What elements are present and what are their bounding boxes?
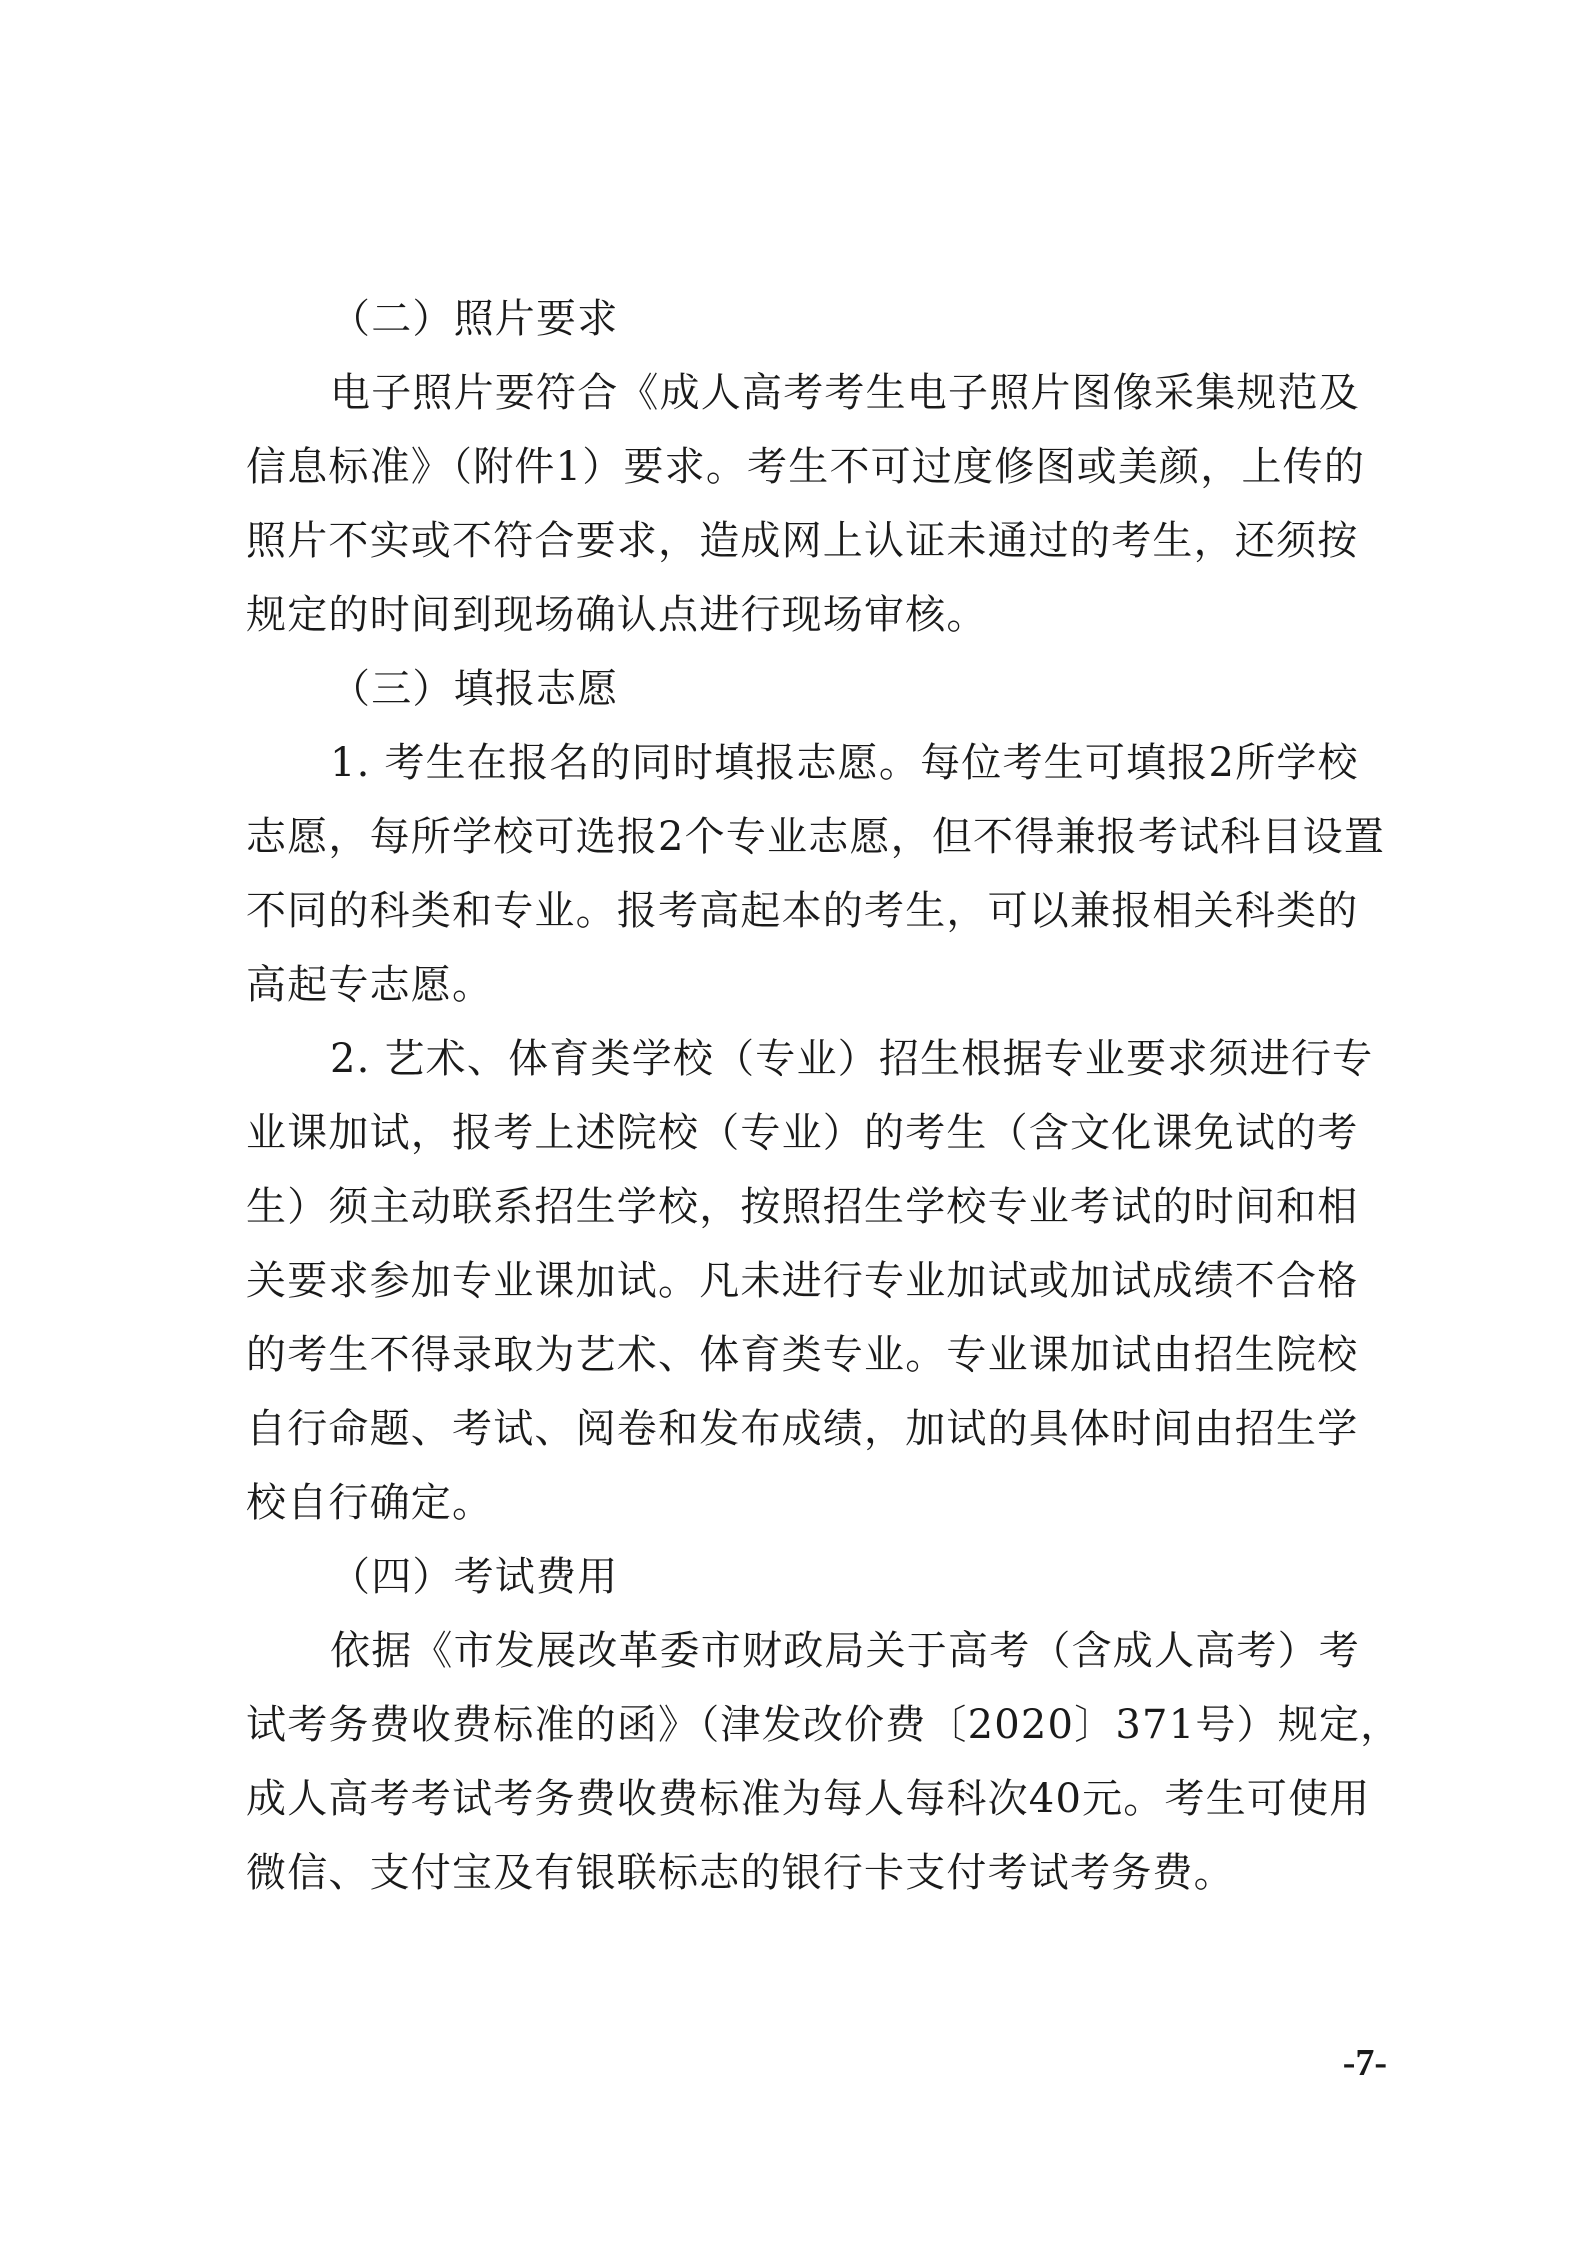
paragraph-line: 微信、支付宝及有银联标志的银行卡支付考试考务费。 xyxy=(246,1850,1235,1896)
paragraph-line: 高起专志愿。 xyxy=(246,962,494,1008)
paragraph-line: 信息标准》（附件1）要求。考生不可过度修图或美颜，上传的 xyxy=(246,444,1366,490)
paragraph-line: 自行命题、考试、阅卷和发布成绩，加试的具体时间由招生学 xyxy=(246,1406,1359,1452)
paragraph-line: 规定的时间到现场确认点进行现场审核。 xyxy=(246,592,988,638)
paragraph-line: 1. 考生在报名的同时填报志愿。每位考生可填报2所学校 xyxy=(330,740,1359,786)
section-heading-preferences: （三）填报志愿 xyxy=(330,666,619,712)
paragraph-line: 志愿，每所学校可选报2个专业志愿，但不得兼报考试科目设置 xyxy=(246,814,1386,860)
paragraph-line: 依据《市发展改革委市财政局关于高考（含成人高考）考 xyxy=(330,1628,1360,1674)
paragraph-line: 不同的科类和专业。报考高起本的考生，可以兼报相关科类的 xyxy=(246,888,1359,934)
paragraph-line: 照片不实或不符合要求，造成网上认证未通过的考生，还须按 xyxy=(246,518,1359,564)
paragraph-line: 关要求参加专业课加试。凡未进行专业加试或加试成绩不合格 xyxy=(246,1258,1359,1304)
section-heading-photo: （二）照片要求 xyxy=(330,296,619,342)
paragraph-line: 成人高考考试考务费收费标准为每人每科次40元。考生可使用 xyxy=(246,1776,1371,1822)
section-heading-fees: （四）考试费用 xyxy=(330,1554,619,1600)
document-body xyxy=(246,282,1402,1910)
paragraph-line: 电子照片要符合《成人高考考生电子照片图像采集规范及 xyxy=(330,370,1360,416)
paragraph-line: 生）须主动联系招生学校，按照招生学校专业考试的时间和相 xyxy=(246,1184,1359,1230)
paragraph-line: 试考务费收费标准的函》（津发改价费〔2020〕371号）规定， xyxy=(246,1702,1402,1748)
paragraph-line: 2. 艺术、体育类学校（专业）招生根据专业要求须进行专 xyxy=(330,1036,1374,1082)
paragraph-line: 业课加试，报考上述院校（专业）的考生（含文化课免试的考 xyxy=(246,1110,1359,1156)
paragraph-line: 校自行确定。 xyxy=(246,1480,494,1526)
paragraph-line: 的考生不得录取为艺术、体育类专业。专业课加试由招生院校 xyxy=(246,1332,1359,1378)
page-number: -7- xyxy=(1342,2042,1387,2084)
